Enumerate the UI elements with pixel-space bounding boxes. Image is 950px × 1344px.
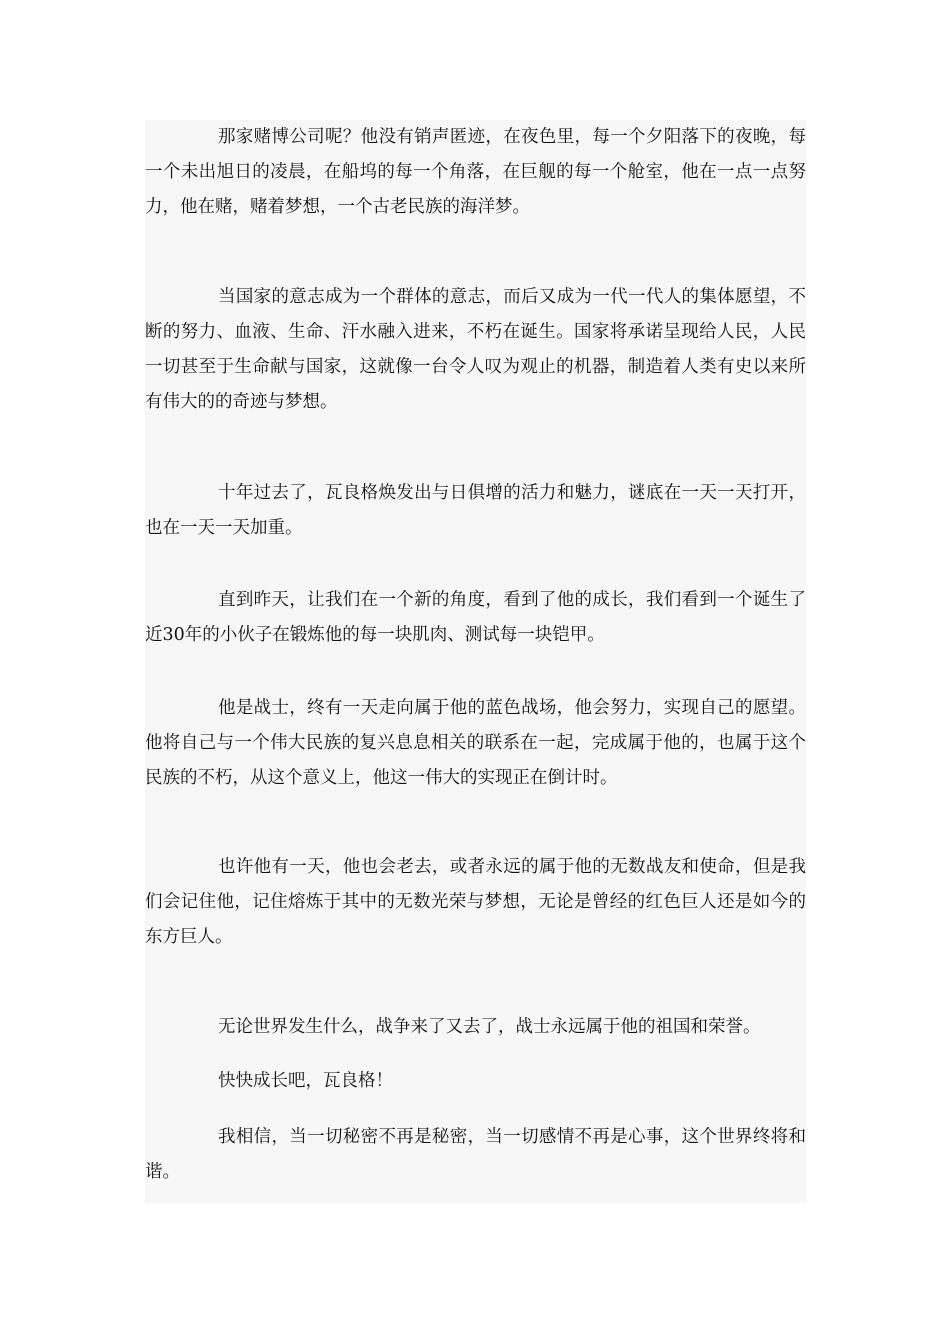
paragraph-2: 当国家的意志成为一个群体的意志，而后又成为一代一代人的集体愿望，不断的努力、血液、生命、汗水融入进来，不朽在诞生。国家将承诺呈现给人民，人民一切甚至于生命献与国家，这就像一台令人叹为观止的机器，制造着人类有史以来所有伟大的的奇迹与梦想。 bbox=[145, 287, 806, 412]
paragraph-9: 我相信，当一切秘密不再是秘密，当一切感情不再是心事，这个世界终将和谐。 bbox=[145, 1127, 806, 1182]
paragraph-5: 他是战士，终有一天走向属于他的蓝色战场，他会努力，实现自己的愿望。他将自己与一个伟大民族的复兴息息相关的联系在一起，完成属于他的，也属于这个民族的不朽，从这个意义上，他这一伟大的实现正在倒计时。 bbox=[145, 698, 806, 788]
paragraph-8: 快快成长吧，瓦良格！ bbox=[218, 1071, 393, 1091]
paragraph-3: 十年过去了，瓦良格焕发出与日俱增的活力和魅力，谜底在一天一天打开，也在一天一天加重。 bbox=[145, 483, 806, 538]
paragraph-4: 直到昨天，让我们在一个新的角度，看到了他的成长，我们看到一个诞生了近30年的小伙子在锻炼他的每一块肌肉、测试每一块铠甲。 bbox=[145, 590, 806, 645]
paragraph-6: 也许他有一天，他也会老去，或者永远的属于他的无数战友和使命，但是我们会记住他，记住熔炼于其中的无数光荣与梦想，无论是曾经的红色巨人还是如今的东方巨人。 bbox=[145, 857, 806, 947]
paragraph-1: 那家赌博公司呢？他没有销声匿迹，在夜色里，每一个夕阳落下的夜晚，每一个未出旭日的凌晨，在船坞的每一个角落，在巨舰的每一个舱室，他在一点一点努力，他在赌，赌着梦想，一个古老民族的海洋梦。 bbox=[145, 127, 806, 217]
paragraph-7: 无论世界发生什么，战争来了又去了，战士永远属于他的祖国和荣誉。 bbox=[218, 1017, 761, 1037]
article-body bbox=[145, 120, 806, 1203]
